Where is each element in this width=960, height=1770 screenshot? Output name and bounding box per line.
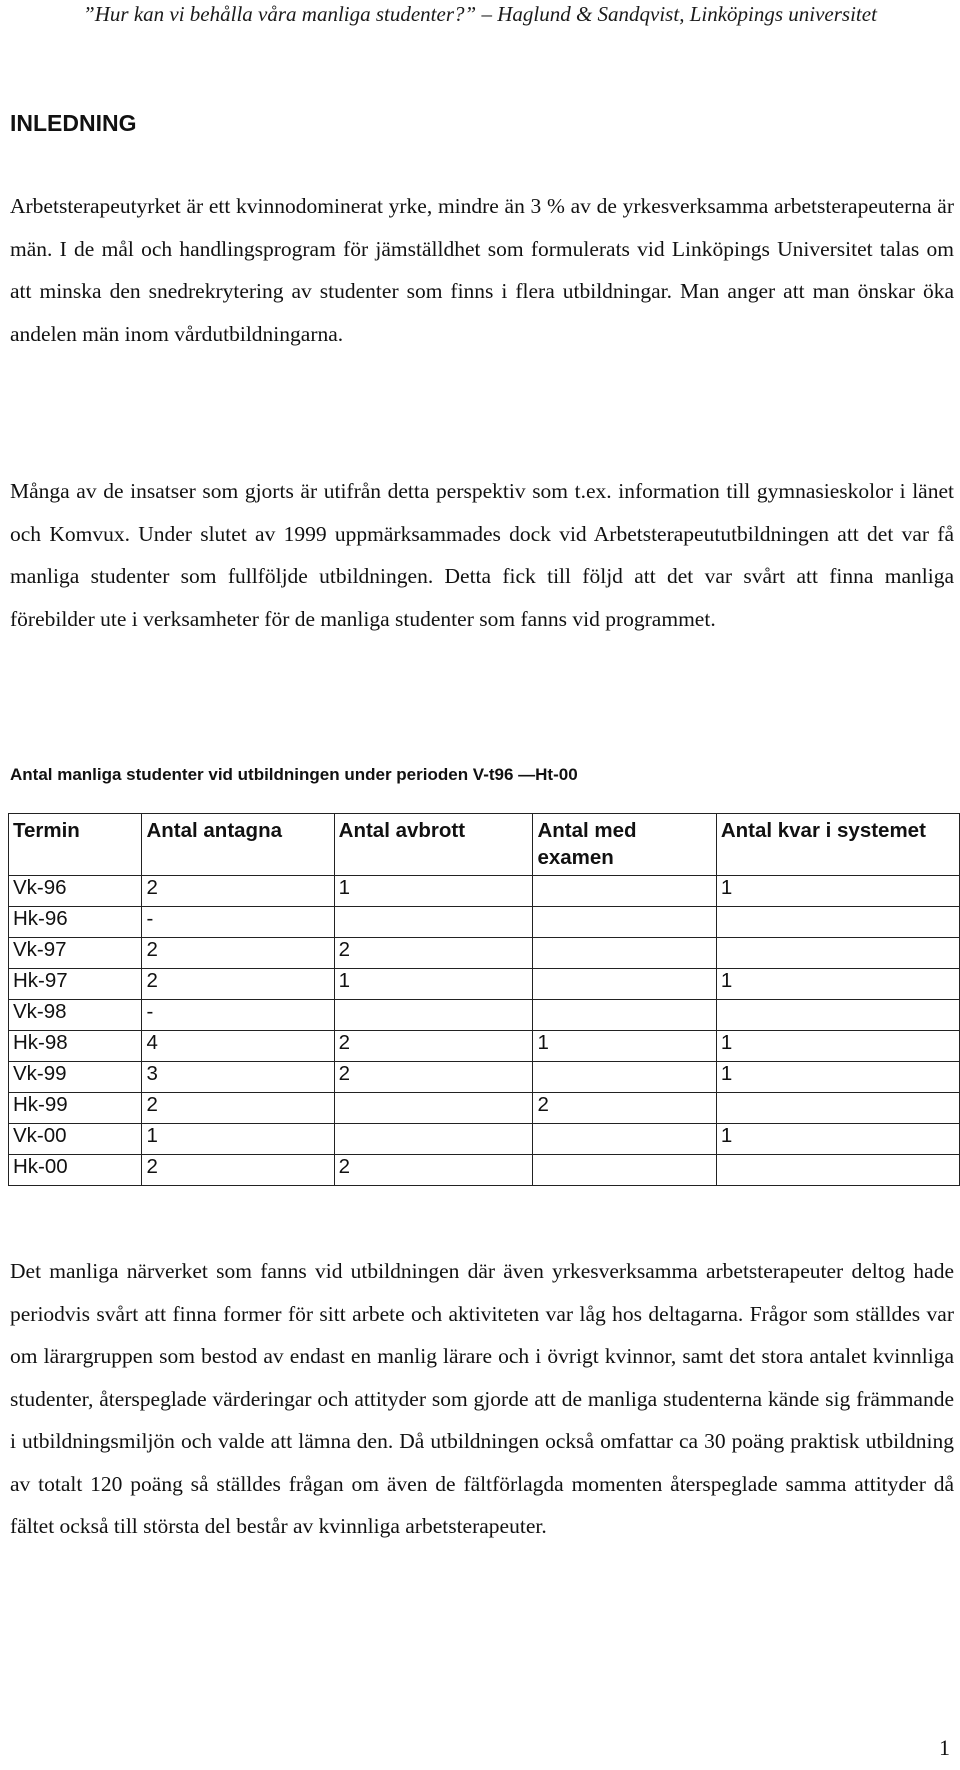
cell-termin: Hk-97 (9, 969, 142, 1000)
cell-antagna: 2 (142, 876, 334, 907)
cell-kvar (716, 907, 959, 938)
table-row (9, 1031, 960, 1062)
cell-antagna: 2 (142, 969, 334, 1000)
cell-avbrott: 1 (334, 969, 533, 1000)
cell-kvar: 1 (716, 969, 959, 1000)
cell-examen (533, 1124, 716, 1155)
section-heading: INLEDNING (10, 110, 137, 136)
cell-termin: Vk-99 (9, 1062, 142, 1093)
cell-examen: 1 (533, 1031, 716, 1062)
cell-termin: Hk-96 (9, 907, 142, 938)
column-header-antagna: Antal antagna (142, 814, 334, 876)
cell-antagna: 2 (142, 1093, 334, 1124)
cell-kvar: 1 (716, 1062, 959, 1093)
cell-examen (533, 969, 716, 1000)
column-header-examen: Antal med examen (533, 814, 716, 876)
cell-avbrott: 2 (334, 1155, 533, 1186)
paragraph-intro: Arbetsterapeutyrket är ett kvinnodominerat yrke, mindre än 3 % av de yrkesverksamma arbetsterapeuterna är män. I de mål och handlingsprogram för jämställdhet som formulerats vid Linköpings Universitet talas om att minska den snedrekrytering av studenter som finns i flera utbildningar. Man anger att man önskar öka andelen män inom vårdutbildningarna. (10, 194, 954, 346)
cell-termin: Vk-98 (9, 1000, 142, 1031)
cell-antagna: - (142, 1000, 334, 1031)
cell-examen (533, 876, 716, 907)
table-row (9, 876, 960, 907)
cell-antagna: 3 (142, 1062, 334, 1093)
cell-termin: Vk-97 (9, 938, 142, 969)
column-header-kvar: Antal kvar i systemet (716, 814, 959, 876)
table-row (9, 1155, 960, 1186)
cell-avbrott: 2 (334, 1031, 533, 1062)
cell-antagna: 2 (142, 938, 334, 969)
cell-avbrott: 1 (334, 876, 533, 907)
table-row (9, 1124, 960, 1155)
table-header-row (9, 814, 960, 876)
cell-examen (533, 938, 716, 969)
cell-avbrott (334, 1093, 533, 1124)
cell-termin: Hk-98 (9, 1031, 142, 1062)
paragraph-initiatives: Många av de insatser som gjorts är utifrån detta perspektiv som t.ex. information till gymnasieskolor i länet och Komvux. Under slutet av 1999 uppmärksammades dock vid Arbetsterapeututbildningen att det var få manliga studenter som fullföljde utbildningen. Detta fick till följd att det var svårt att finna manliga förebilder ute i verksamheter för de manliga studenter som fanns vid programmet. (10, 479, 954, 631)
cell-termin: Vk-00 (9, 1124, 142, 1155)
cell-kvar (716, 938, 959, 969)
table-row (9, 1093, 960, 1124)
table-row (9, 1062, 960, 1093)
table-row (9, 969, 960, 1000)
cell-antagna: - (142, 907, 334, 938)
page-number: 1 (939, 1735, 950, 1760)
cell-kvar (716, 1155, 959, 1186)
cell-examen (533, 907, 716, 938)
running-header: ”Hur kan vi behålla våra manliga studenter?” – Haglund & Sandqvist, Linköpings universitet (83, 2, 877, 26)
table-title: Antal manliga studenter vid utbildningen under perioden V-t96 —Ht-00 (10, 765, 578, 784)
cell-kvar: 1 (716, 1031, 959, 1062)
cell-kvar: 1 (716, 876, 959, 907)
cell-avbrott: 2 (334, 1062, 533, 1093)
cell-kvar: 1 (716, 1124, 959, 1155)
paragraph-network: Det manliga närverket som fanns vid utbildningen där även yrkesverksamma arbetsterapeuter deltog hade periodvis svårt att finna former för sitt arbete och aktiviteten var låg hos deltagarna. Frågor som ställdes var om lärargruppen som bestod av endast en manlig lärare och i övrigt kvinnor, samt det stora antalet kvinnliga studenter, återspeglade värderingar och attityder som gjorde att de manliga studenterna kände sig främmande i utbildningsmiljön och valde att lämna den. Då utbildningen också omfattar ca 30 poäng praktisk utbildning av totalt 120 poäng så ställdes frågan om även de fältförlagda momenten återspeglade samma attityder då fältet också till största del består av kvinnliga arbetsterapeuter. (10, 1259, 954, 1538)
table-row (9, 907, 960, 938)
cell-examen: 2 (533, 1093, 716, 1124)
cell-termin: Vk-96 (9, 876, 142, 907)
column-header-avbrott: Antal avbrott (334, 814, 533, 876)
cell-avbrott (334, 1124, 533, 1155)
cell-avbrott (334, 1000, 533, 1031)
cell-avbrott (334, 907, 533, 938)
cell-kvar (716, 1093, 959, 1124)
cell-antagna: 1 (142, 1124, 334, 1155)
cell-avbrott: 2 (334, 938, 533, 969)
cell-examen (533, 1062, 716, 1093)
cell-examen (533, 1155, 716, 1186)
cell-termin: Hk-99 (9, 1093, 142, 1124)
cell-kvar (716, 1000, 959, 1031)
table-row (9, 1000, 960, 1031)
student-statistics-table (8, 813, 960, 1186)
table-row (9, 938, 960, 969)
cell-antagna: 4 (142, 1031, 334, 1062)
cell-antagna: 2 (142, 1155, 334, 1186)
cell-termin: Hk-00 (9, 1155, 142, 1186)
column-header-termin: Termin (9, 814, 142, 876)
cell-examen (533, 1000, 716, 1031)
